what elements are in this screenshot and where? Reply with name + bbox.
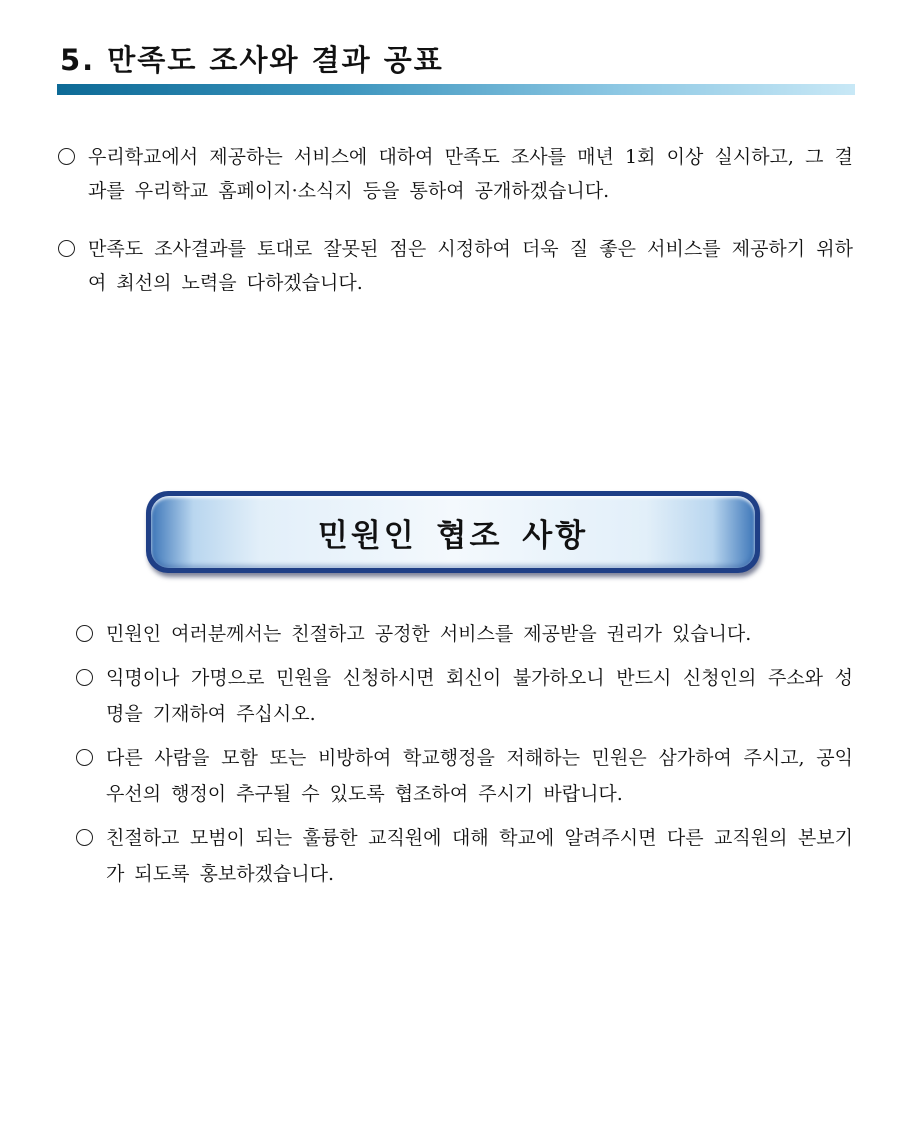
survey-paragraph (58, 140, 853, 208)
circle-bullet-icon (58, 148, 75, 165)
survey-paragraph-list (58, 140, 853, 324)
survey-paragraph-text: 만족도 조사결과를 토대로 잘못된 점은 시정하여 더욱 질 좋은 서비스를 제공하기 위하여 최선의 노력을 다하겠습니다. (88, 238, 853, 294)
title-underline-bar (57, 84, 855, 95)
cooperation-paragraph-text: 민원인 여러분께서는 친절하고 공정한 서비스를 제공받을 권리가 있습니다. (106, 623, 752, 645)
cooperation-paragraph-list (76, 616, 853, 900)
cooperation-paragraph-text: 익명이나 가명으로 민원을 신청하시면 회신이 불가하오니 반드시 신청인의 주소와 성명을 기재하여 주십시오. (106, 667, 853, 725)
cooperation-paragraph (76, 740, 853, 812)
survey-paragraph-text: 우리학교에서 제공하는 서비스에 대하여 만족도 조사를 매년 1회 이상 실시하고, 그 결과를 우리학교 홈페이지·소식지 등을 통하여 공개하겠습니다. (88, 146, 853, 202)
cooperation-paragraph (76, 660, 853, 732)
circle-bullet-icon (76, 829, 93, 846)
circle-bullet-icon (76, 669, 93, 686)
cooperation-paragraph (76, 616, 853, 652)
section-title: 5. 만족도 조사와 결과 공표 (60, 43, 444, 77)
circle-bullet-icon (76, 749, 93, 766)
cooperation-paragraph-text: 다른 사람을 모함 또는 비방하여 학교행정을 저해하는 민원은 삼가하여 주시고, 공익 우선의 행정이 추구될 수 있도록 협조하여 주시기 바랍니다. (106, 747, 853, 805)
cooperation-banner (146, 491, 760, 573)
circle-bullet-icon (76, 625, 93, 642)
cooperation-banner-title: 민원인 협조 사항 (317, 517, 589, 554)
cooperation-banner-face (151, 496, 755, 568)
cooperation-paragraph-text: 친절하고 모범이 되는 훌륭한 교직원에 대해 학교에 알려주시면 다른 교직원의 본보기가 되도록 홍보하겠습니다. (106, 827, 853, 885)
circle-bullet-icon (58, 240, 75, 257)
cooperation-paragraph (76, 820, 853, 892)
survey-paragraph (58, 232, 853, 300)
